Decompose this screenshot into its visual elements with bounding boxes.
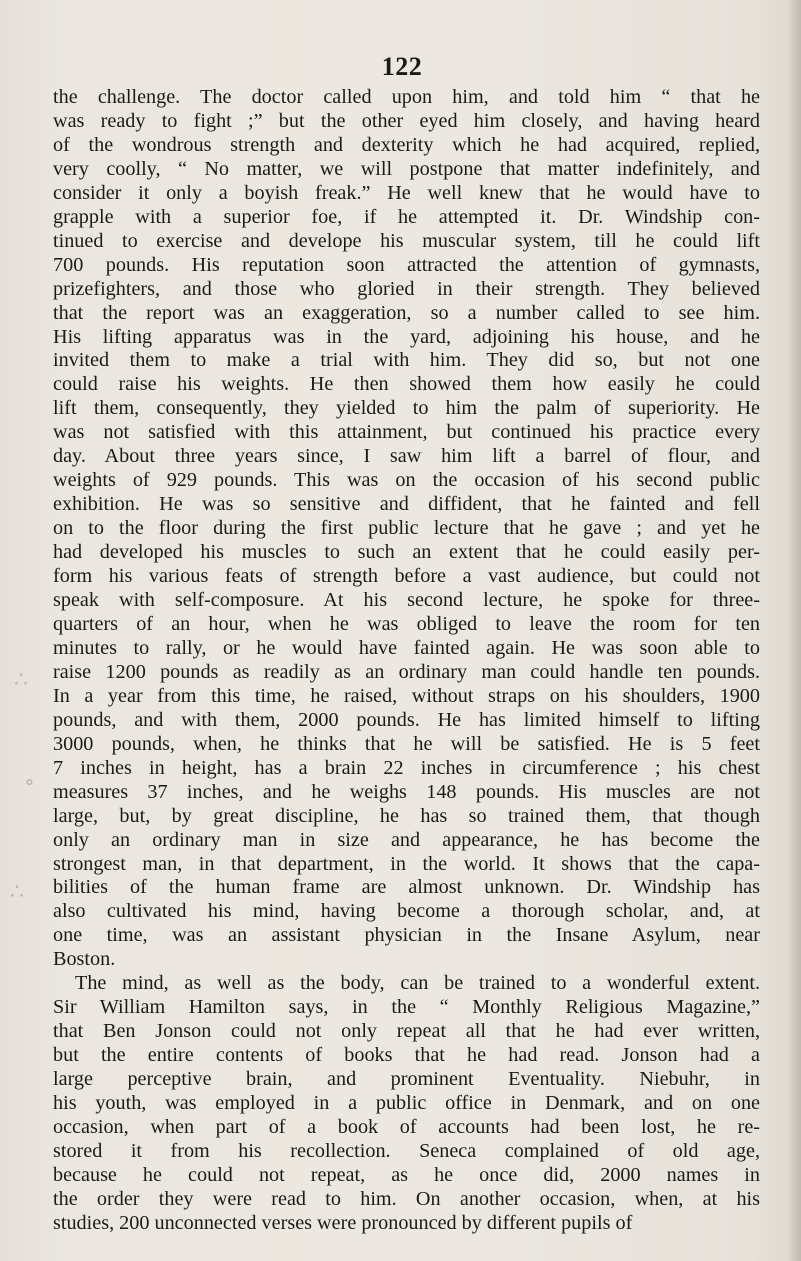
paragraph	[53, 972, 760, 1235]
text-line: on to the floor during the first public lecture that he gave ; and yet he	[53, 517, 760, 540]
text-line: consider it only a boyish freak.” He well knew that he would have to	[53, 181, 760, 204]
text-line: His lifting apparatus was in the yard, adjoining his house, and he	[53, 325, 760, 348]
text-line: the order they were read to him. On another occasion, when, at his	[53, 1187, 760, 1210]
text-line: the challenge. The doctor called upon him, and told him “ that he	[53, 86, 760, 108]
text-line: one time, was an assistant physician in the Insane Asylum, near	[53, 924, 760, 947]
bleed-through-mark: ∴	[10, 880, 24, 905]
text-line: large, but, by great discipline, he has so trained them, that though	[53, 804, 760, 827]
text-line: pounds, and with them, 2000 pounds. He has limited himself to lifting	[53, 708, 760, 731]
text-line: weights of 929 pounds. This was on the occasion of his second public	[53, 469, 760, 492]
text-line: minutes to rally, or he would have fainted again. He was soon able to	[53, 636, 760, 659]
bleed-through-mark: ∘	[24, 770, 35, 795]
text-line: that Ben Jonson could not only repeat all that he had ever written,	[53, 1020, 760, 1043]
text-line: was ready to fight ;” but the other eyed him closely, and having heard	[53, 109, 760, 132]
text-line: lift them, consequently, they yielded to him the palm of superiority. He	[53, 397, 760, 420]
text-line: quarters of an hour, when he was obliged to leave the room for ten	[53, 612, 760, 635]
text-line: measures 37 inches, and he weighs 148 pounds. His muscles are not	[53, 780, 760, 803]
text-line: day. About three years since, I saw him lift a barrel of flour, and	[53, 445, 760, 468]
text-line: could raise his weights. He then showed them how easily he could	[53, 373, 760, 396]
text-line: very coolly, “ No matter, we will postpone that matter indefinitely, and	[53, 157, 760, 180]
text-line: of the wondrous strength and dexterity which he had acquired, replied,	[53, 133, 760, 156]
text-line: exhibition. He was so sensitive and diffident, that he fainted and fell	[53, 493, 760, 516]
paragraph	[53, 86, 760, 972]
text-line: tinued to exercise and develope his muscular system, till he could lift	[53, 229, 760, 252]
text-line: Sir William Hamilton says, in the “ Monthly Religious Magazine,”	[53, 996, 760, 1019]
text-line: The mind, as well as the body, can be trained to a wonderful extent.	[75, 972, 760, 995]
text-line: occasion, when part of a book of accounts had been lost, he re-	[53, 1115, 760, 1138]
text-line: strongest man, in that department, in the world. It shows that the capa-	[53, 852, 760, 875]
text-line: because he could not repeat, as he once did, 2000 names in	[53, 1163, 760, 1186]
bleed-through-mark: ∴	[14, 668, 28, 693]
text-line: was not satisfied with this attainment, but continued his practice every	[53, 421, 760, 444]
text-line: 7 inches in height, has a brain 22 inches in circumference ; his chest	[53, 756, 760, 779]
text-line: Boston.	[53, 948, 116, 971]
body-text	[53, 86, 760, 1236]
page-number: 122	[381, 52, 423, 81]
page-edge-shadow	[787, 0, 801, 1261]
text-line: grapple with a superior foe, if he attempted it. Dr. Windship con-	[53, 205, 760, 228]
text-line: bilities of the human frame are almost unknown. Dr. Windship has	[53, 876, 760, 899]
text-line: speak with self-composure. At his second lecture, he spoke for three-	[53, 589, 760, 612]
text-line: that the report was an exaggeration, so a number called to see him.	[53, 301, 760, 324]
text-line: form his various feats of strength before a vast audience, but could not	[53, 565, 760, 588]
text-line: also cultivated his mind, having become a thorough scholar, and, at	[53, 900, 760, 923]
text-line: 3000 pounds, when, he thinks that he will be satisfied. He is 5 feet	[53, 732, 760, 755]
text-line: In a year from this time, he raised, without straps on his shoulders, 1900	[53, 684, 760, 707]
text-line: only an ordinary man in size and appearance, he has become the	[53, 828, 760, 851]
text-line: raise 1200 pounds as readily as an ordinary man could handle ten pounds.	[53, 660, 760, 683]
text-line: studies, 200 unconnected verses were pronounced by different pupils of	[53, 1211, 633, 1234]
text-line: his youth, was employed in a public office in Denmark, and on one	[53, 1092, 760, 1115]
text-line: large perceptive brain, and prominent Eventuality. Niebuhr, in	[53, 1068, 760, 1091]
text-line: but the entire contents of books that he had read. Jonson had a	[53, 1044, 760, 1067]
text-line: prizefighters, and those who gloried in their strength. They believed	[53, 277, 760, 300]
text-line: invited them to make a trial with him. They did so, but not one	[53, 349, 760, 372]
text-line: had developed his muscles to such an extent that he could easily per-	[53, 541, 760, 564]
text-line: 700 pounds. His reputation soon attracted the attention of gymnasts,	[53, 253, 760, 276]
text-line: stored it from his recollection. Seneca complained of old age,	[53, 1139, 760, 1162]
